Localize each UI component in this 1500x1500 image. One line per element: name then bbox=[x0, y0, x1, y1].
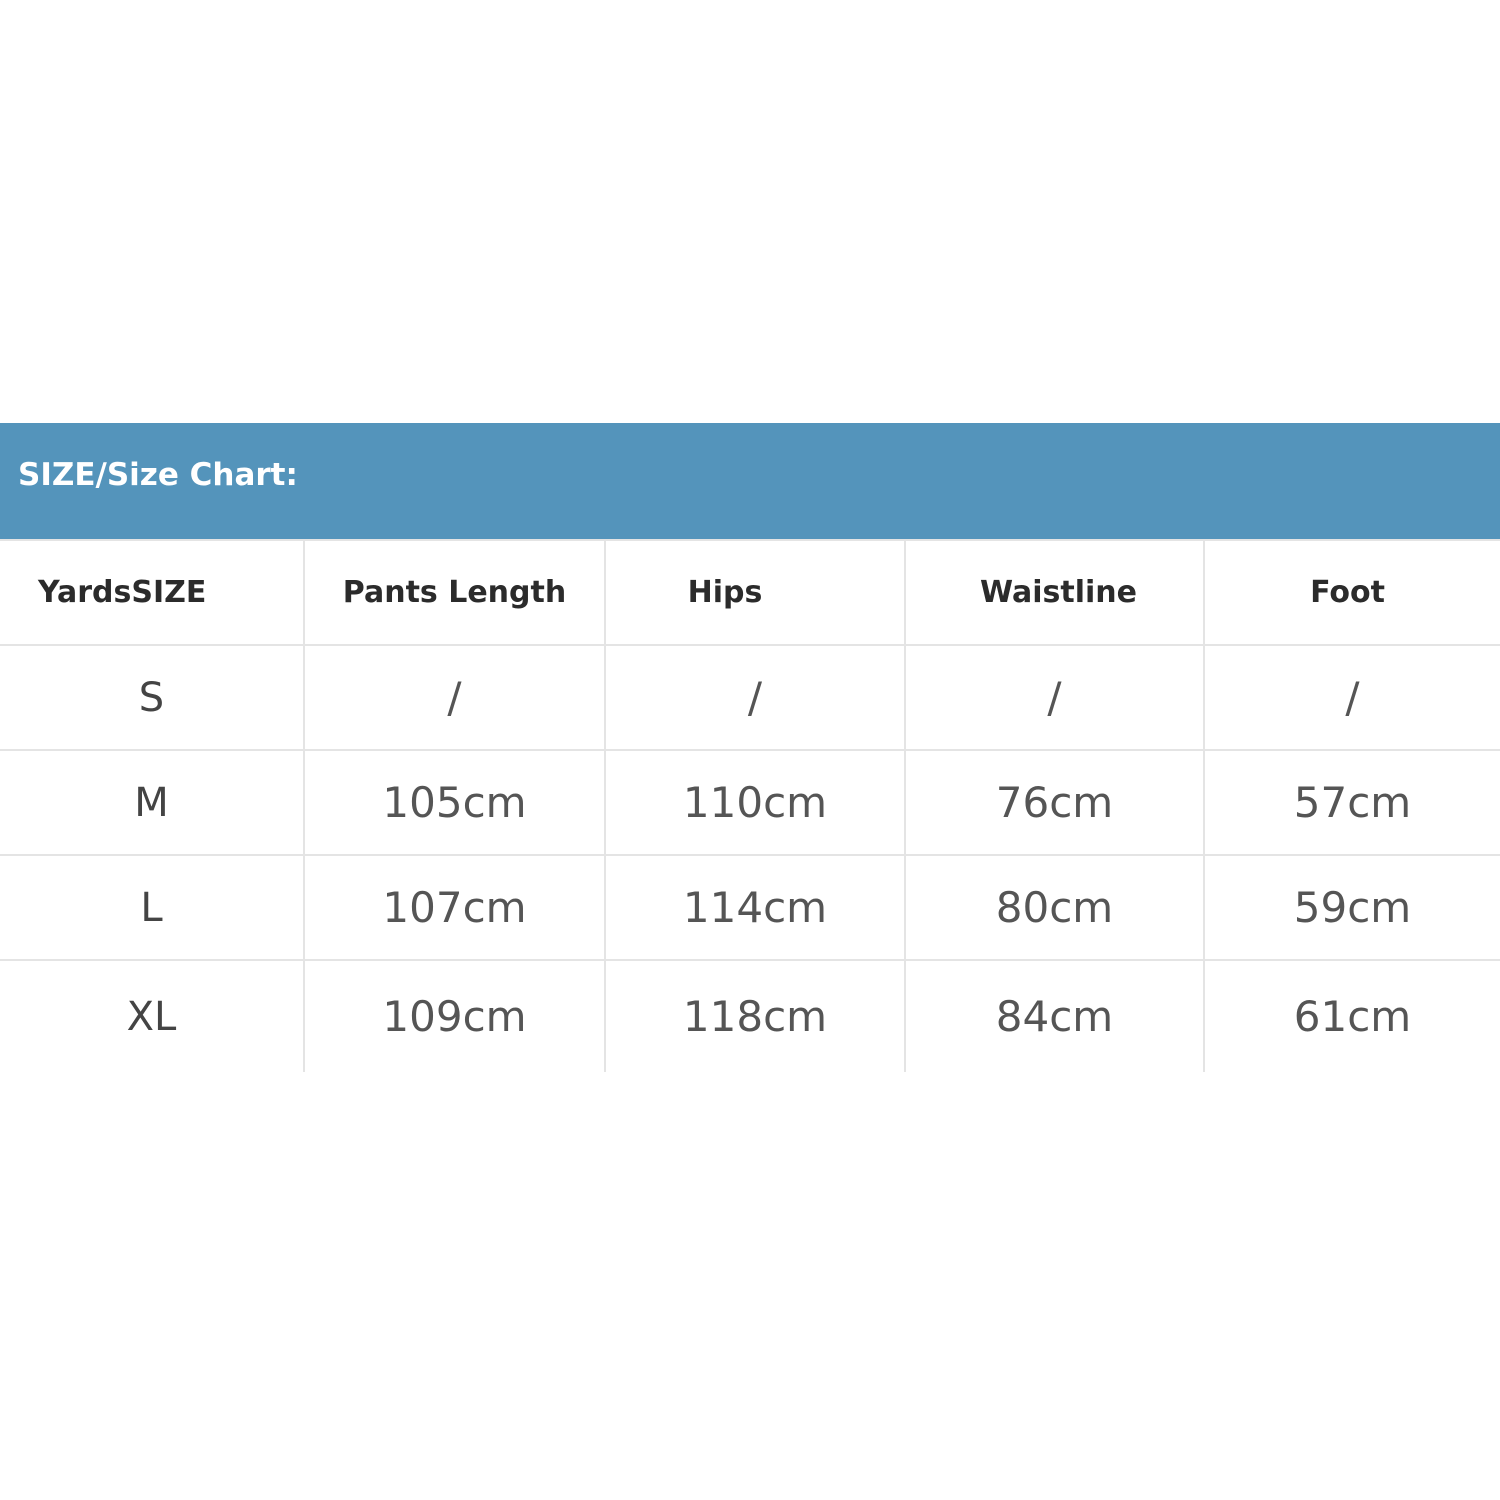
table-header-row bbox=[0, 540, 1500, 645]
size-chart-banner bbox=[0, 423, 1500, 539]
table-row bbox=[0, 855, 1500, 960]
waistline-cell: / bbox=[905, 645, 1204, 750]
hips-cell: 118cm bbox=[605, 960, 905, 1072]
size-chart-title: SIZE/Size Chart: bbox=[18, 457, 298, 493]
pants-length-cell: / bbox=[304, 645, 605, 750]
header-foot: Foot bbox=[1204, 540, 1500, 645]
hips-cell: 114cm bbox=[605, 855, 905, 960]
header-yards-size: YardsSIZE bbox=[0, 540, 304, 645]
waistline-cell: 80cm bbox=[905, 855, 1204, 960]
pants-length-cell: 109cm bbox=[304, 960, 605, 1072]
header-waistline: Waistline bbox=[905, 540, 1204, 645]
size-cell: L bbox=[0, 855, 304, 960]
size-table bbox=[0, 539, 1500, 1072]
size-cell: S bbox=[0, 645, 304, 750]
pants-length-cell: 105cm bbox=[304, 750, 605, 855]
header-pants-length: Pants Length bbox=[304, 540, 605, 645]
hips-cell: 110cm bbox=[605, 750, 905, 855]
hips-cell: / bbox=[605, 645, 905, 750]
size-cell: M bbox=[0, 750, 304, 855]
foot-cell: 57cm bbox=[1204, 750, 1500, 855]
waistline-cell: 84cm bbox=[905, 960, 1204, 1072]
pants-length-cell: 107cm bbox=[304, 855, 605, 960]
table-row bbox=[0, 750, 1500, 855]
table-row bbox=[0, 645, 1500, 750]
foot-cell: 61cm bbox=[1204, 960, 1500, 1072]
foot-cell: / bbox=[1204, 645, 1500, 750]
size-cell: XL bbox=[0, 960, 304, 1072]
header-hips: Hips bbox=[605, 540, 905, 645]
waistline-cell: 76cm bbox=[905, 750, 1204, 855]
foot-cell: 59cm bbox=[1204, 855, 1500, 960]
table-row bbox=[0, 960, 1500, 1072]
